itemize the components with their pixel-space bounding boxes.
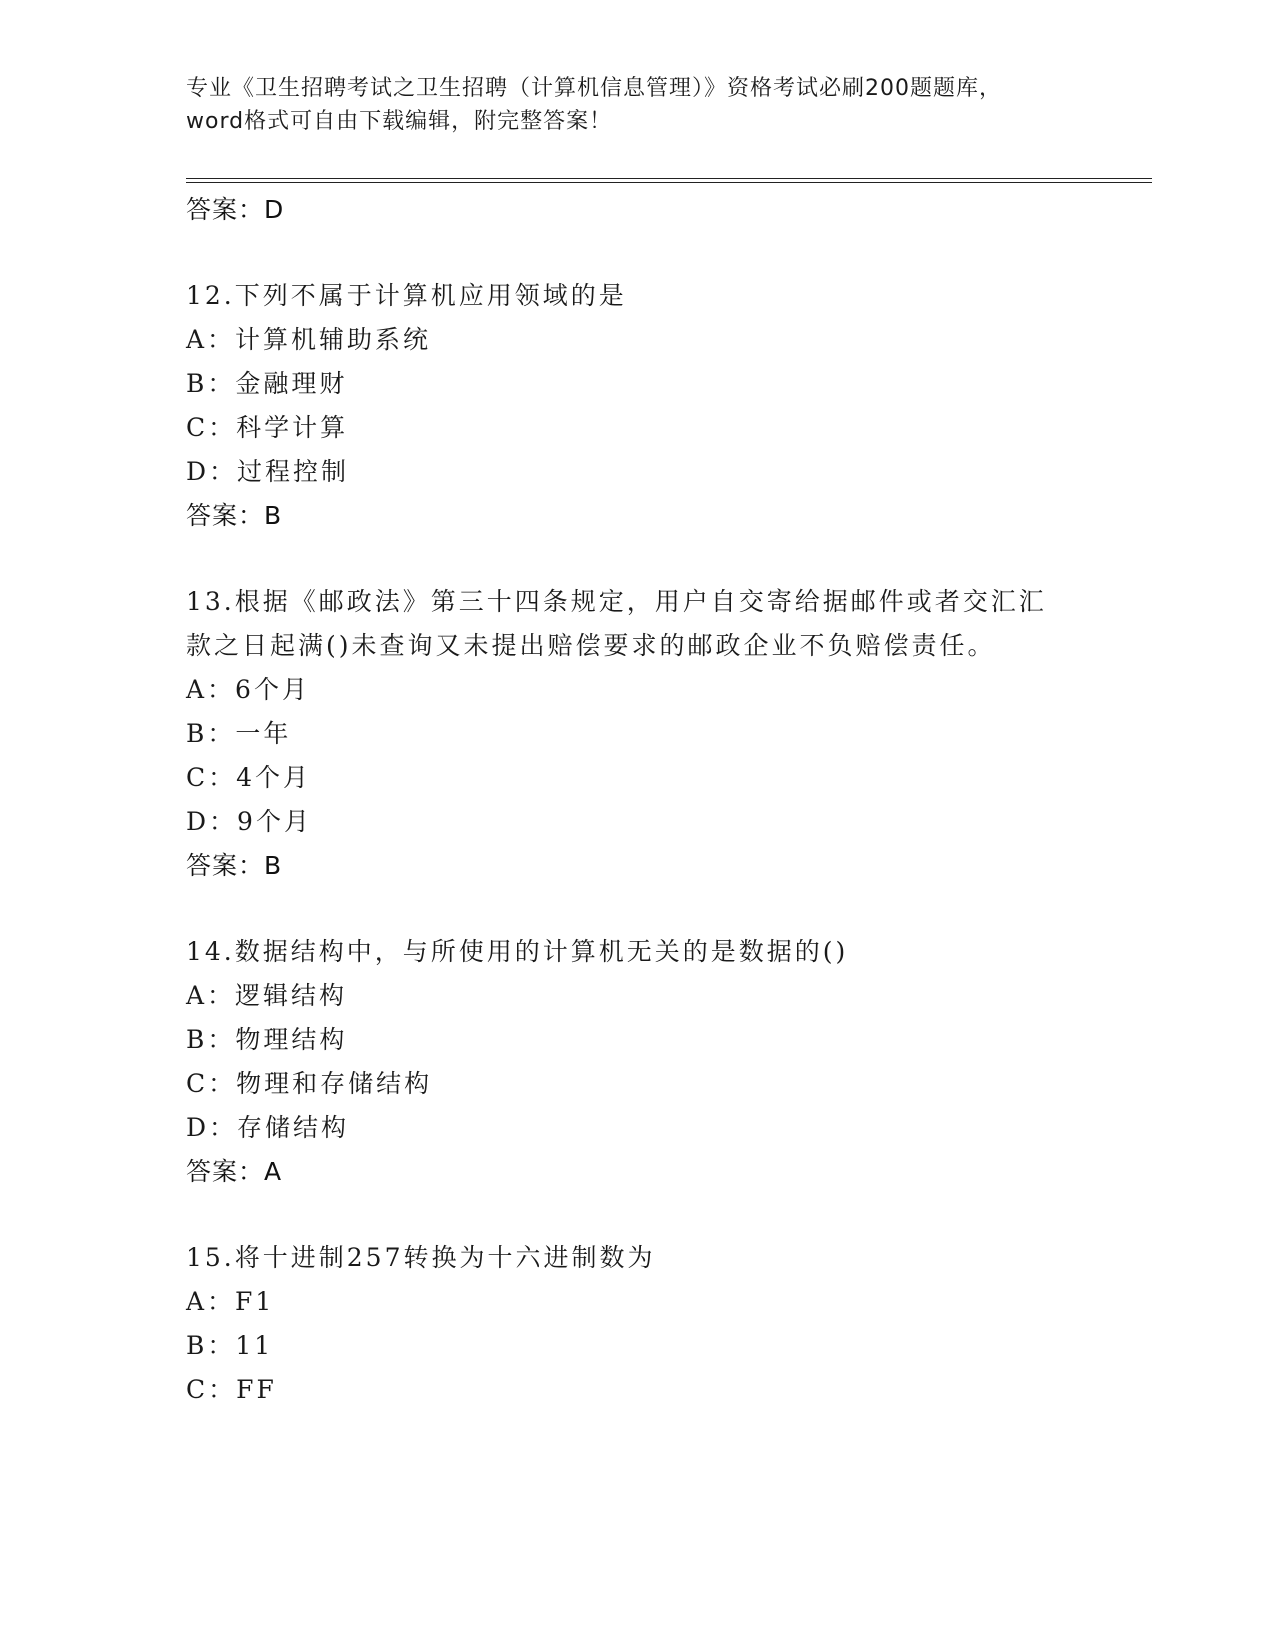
question-14-option-c: C：物理和存储结构 [186,1069,433,1098]
document-header [186,72,1086,138]
question-15-stem: 15.将十进制257转换为十六进制数为 [186,1243,656,1272]
question-14-option-a: A：逻辑结构 [186,981,348,1010]
question-12-option-d: D：过程控制 [186,457,350,486]
question-15-option-b: B：11 [186,1331,274,1360]
question-14-stem: 14.数据结构中，与所使用的计算机无关的是数据的() [186,937,849,966]
header-line-2: word格式可自由下载编辑，附完整答案！ [186,109,613,134]
question-13-option-d: D：9个月 [186,807,312,836]
question-12-option-c: C：科学计算 [186,413,349,442]
question-14-option-b: B：物理结构 [186,1025,348,1054]
question-15-option-c: C：FF [186,1375,277,1404]
header-divider-top [186,178,1152,179]
question-13-stem-line-1: 13.根据《邮政法》第三十四条规定，用户自交寄给据邮件或者交汇汇 [186,587,1047,616]
question-14-answer: 答案：A [186,1157,283,1186]
question-12-stem: 12.下列不属于计算机应用领域的是 [186,281,627,310]
question-13-stem-line-2: 款之日起满()未查询又未提出赔偿要求的邮政企业不负赔偿责任。 [186,631,996,660]
question-12-option-a: A：计算机辅助系统 [186,325,432,354]
question-13-option-c: C：4个月 [186,763,312,792]
question-13-option-a: A：6个月 [186,675,310,704]
question-12-option-b: B：金融理财 [186,369,348,398]
header-divider-bottom [186,182,1152,183]
header-line-1: 专业《卫生招聘考试之卫生招聘（计算机信息管理）》资格考试必刷200题题库， [186,76,1002,101]
question-14-option-d: D：存储结构 [186,1113,350,1142]
question-15-option-a: A：F1 [186,1287,275,1316]
question-12-answer: 答案：B [186,501,283,530]
question-13-option-b: B：一年 [186,719,292,748]
previous-answer: 答案：D [186,195,285,224]
question-13-answer: 答案：B [186,851,283,880]
